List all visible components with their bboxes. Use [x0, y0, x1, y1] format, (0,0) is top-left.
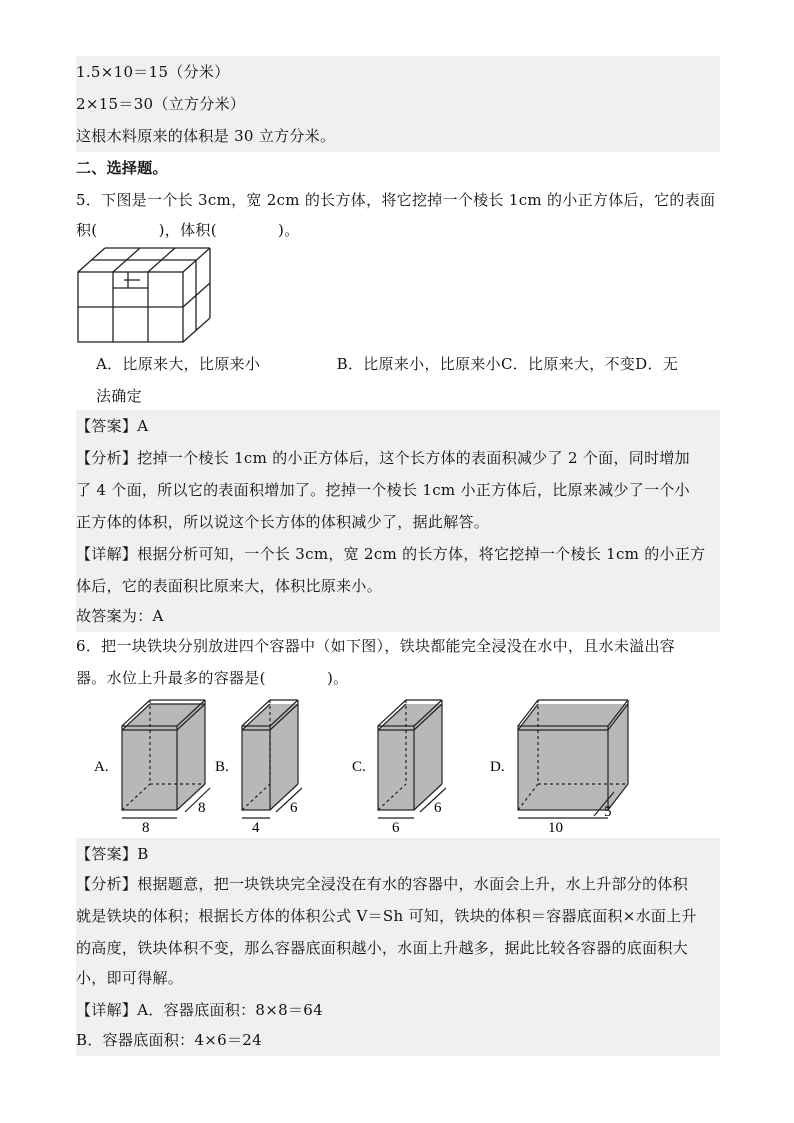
container-d-length: 10: [548, 820, 563, 836]
q5-detail-line-1: 【详解】根据分析可知，一个长 3cm，宽 2cm 的长方体，将它挖掉一个棱长 1cm 的小正方: [76, 538, 720, 570]
container-b: [215, 700, 302, 836]
container-d-width: 5: [604, 804, 612, 820]
q5-answer: 【答案】A: [76, 410, 720, 442]
q6-analysis-line-2: 就是铁块的体积；根据长方体的体积公式 V＝Sh 可知，铁块的体积＝容器底面积×水面上升: [76, 900, 720, 932]
container-c-length: 6: [392, 820, 400, 836]
prev-solution-line-3: 这根木料原来的体积是 30 立方分米。: [76, 120, 720, 152]
container-d-label: D.: [490, 759, 505, 775]
section-heading: 二、选择题。: [76, 159, 168, 177]
q5-analysis-line-2: 了 4 个面，所以它的表面积增加了。挖掉一个棱长 1cm 小正方体后，比原来减少了一个小: [76, 474, 720, 506]
prev-solution-line-2: 2×15＝30（立方分米）: [76, 88, 720, 120]
prev-solution-line-1: 1.5×10＝15（分米）: [76, 56, 720, 88]
q6-detail-line-1: 【详解】A．容器底面积：8×8＝64: [76, 994, 720, 1026]
q5-analysis-line-1: 【分析】挖掉一个棱长 1cm 的小正方体后，这个长方体的表面积减少了 2 个面，同时增加: [76, 442, 720, 474]
container-a-label: A.: [94, 759, 109, 775]
container-c: [352, 700, 446, 836]
q5-analysis-line-3: 正方体的体积，所以说这个长方体的体积减少了，据此解答。: [76, 506, 720, 538]
q6-containers-figure: [90, 692, 630, 837]
q6-detail-line-2: B．容器底面积：4×6＝24: [76, 1024, 720, 1056]
q6-stem-line-2: 器。水位上升最多的容器是( )。: [76, 669, 349, 687]
container-b-length: 4: [252, 820, 260, 836]
q6-analysis-line-4: 小，即可得解。: [76, 962, 720, 994]
q6-stem-line-1: 6．把一块铁块分别放进四个容器中（如下图），铁块都能完全浸没在水中，且水未溢出容: [76, 637, 676, 655]
q6-analysis-line-3: 的高度，铁块体积不变，那么容器底面积越小，水面上升越多，据此比较各容器的底面积大: [76, 932, 720, 964]
container-a-width: 8: [198, 800, 206, 816]
container-a: [94, 700, 210, 836]
q5-options-line-2: 法确定: [96, 387, 142, 405]
q5-options-line-1: A．比原来大，比原来小 B．比原来小，比原来小C．比原来大，不变D．无: [96, 355, 679, 373]
container-a-length: 8: [142, 820, 150, 836]
container-c-label: C.: [352, 759, 366, 775]
q5-detail-line-2: 体后，它的表面积比原来大，体积比原来小。: [76, 570, 720, 602]
container-b-width: 6: [290, 800, 298, 816]
container-b-label: B.: [215, 759, 229, 775]
container-d: [490, 700, 628, 836]
container-c-width: 6: [434, 800, 442, 816]
q5-stem-line-2: 积( )，体积( )。: [76, 221, 300, 239]
q5-conclusion: 故答案为：A: [76, 600, 720, 632]
q5-stem-line-1: 5．下图是一个长 3cm，宽 2cm 的长方体，将它挖掉一个棱长 1cm 的小正方体后，它的表面: [76, 191, 716, 209]
q6-answer: 【答案】B: [76, 838, 720, 870]
q6-analysis-line-1: 【分析】根据题意，把一块铁块完全浸没在有水的容器中，水面会上升，水上升部分的体积: [76, 868, 720, 900]
q5-cuboid-figure: [76, 244, 216, 344]
